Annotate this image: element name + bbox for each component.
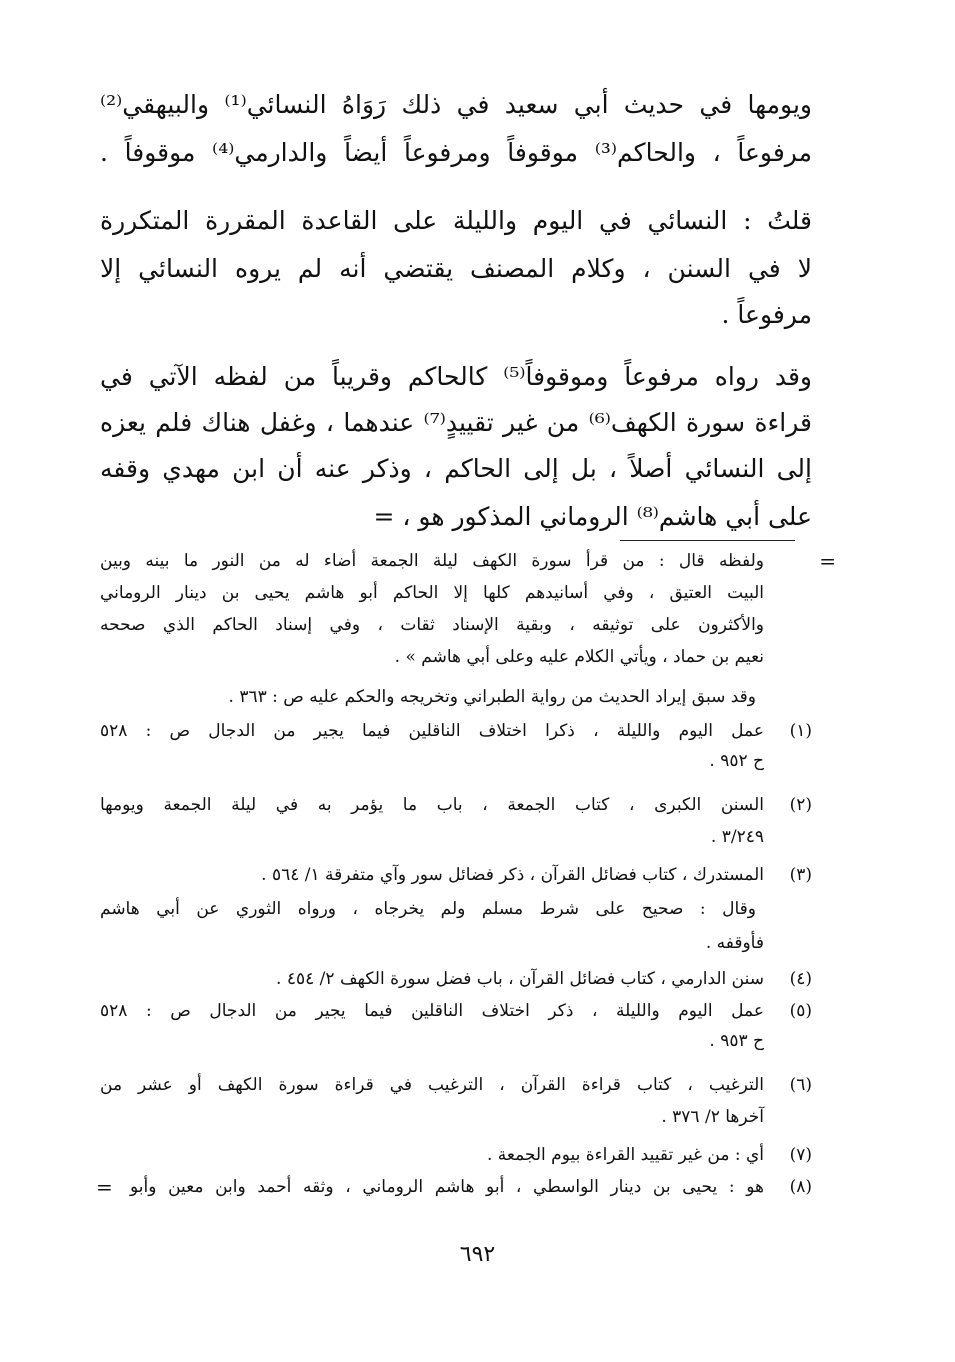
footnote-separator [620,540,795,541]
footnote-line: ح ٩٥٢ . [709,751,764,771]
footnote-line: هو : يحيى بن دينار الواسطي ، أبو هاشم الروماني ، وثقه أحمد وابن معين وأبو [130,1177,764,1197]
footnote-number: (٣) [789,865,812,885]
footnote-number: (٧) [789,1145,812,1165]
footnote-line: عمل اليوم والليلة ، ذكرا اختلاف الناقلين فيما يجير من الدجال ص : ٥٢٨ [100,721,764,741]
main-text-line: قراءة سورة الكهف⁽⁶⁾ من غير تقييدٍ⁽⁷⁾ عندهما ، وغفل هناك فلم يعزه [100,408,812,437]
footnotes [96,545,836,1215]
continuation-mark: = [96,1175,113,1199]
footnote-line: وقد سبق إيراد الحديث من رواية الطبراني وتخريجه والحكم عليه ص : ٣٦٣ . [228,687,756,707]
footnote-number: (٤) [789,969,812,989]
footnote-line: سنن الدارمي ، كتاب فضائل القرآن ، باب فضل سورة الكهف ٢/ ٤٥٤ . [276,969,764,989]
footnote-number: (١) [789,721,812,741]
main-text-line: لا في السنن ، وكلام المصنف يقتضي أنه لم يروه النسائي إلا [100,254,812,283]
main-text-line: مرفوعاً ، والحاكم⁽³⁾ موقوفاً ومرفوعاً أيضاً والدارمي⁽⁴⁾ موقوفاً . [100,138,812,167]
footnote-number: (٦) [789,1075,812,1095]
footnote-line: فأوقفه . [705,933,764,953]
footnote-number: (٥) [789,1001,812,1021]
footnote-line: والأكثرون على توثيقه ، وبقية الإسناد ثقات ، وفي إسناد الحاكم الذي صححه [100,615,764,635]
footnote-line: المستدرك ، كتاب فضائل القرآن ، ذكر فضائل سور وآي متفرقة ١/ ٥٦٤ . [261,865,764,885]
main-text-line: إلى النسائي أصلاً ، بل إلى الحاكم ، وذكر عنه أن ابن مهدي وقفه [100,454,812,483]
main-text-line: مرفوعاً . [721,300,812,329]
main-text-line: ويومها في حديث أبي سعيد في ذلك رَوَاهُ النسائي⁽¹⁾ والبيهقي⁽²⁾ [100,90,812,119]
footnote-number: (٨) [789,1177,812,1197]
main-text [100,80,812,540]
footnote-line: ولفظه قال : من قرأ سورة الكهف ليلة الجمعة أضاء له من النور ما بينه وبين [100,551,764,571]
footnote-line: السنن الكبرى ، كتاب الجمعة ، باب ما يؤمر به في ليلة الجمعة ويومها [100,795,764,815]
main-text-line: وقد رواه مرفوعاً وموقوفاً⁽⁵⁾ كالحاكم وقريباً من لفظه الآتي في [100,362,812,391]
footnote-line: ح ٩٥٣ . [709,1031,764,1051]
footnote-line: ٣/٢٤٩ . [710,827,764,847]
footnote-line: نعيم بن حماد ، ويأتي الكلام عليه وعلى أبي هاشم » . [394,647,764,667]
footnote-number: (٢) [789,795,812,815]
page-number: ٦٩٢ [459,1242,496,1267]
footnote-line: عمل اليوم والليلة ، ذكر اختلاف الناقلين فيما يجير من الدجال ص : ٥٢٨ [100,1001,764,1021]
footnote-line: وقال : صحيح على شرط مسلم ولم يخرجاه ، ورواه الثوري عن أبي هاشم [100,899,756,919]
main-text-line: على أبي هاشم⁽⁸⁾ الروماني المذكور هو ، = [373,502,812,531]
footnote-line: الترغيب ، كتاب قراءة القرآن ، الترغيب في قراءة سورة الكهف أو عشر من [100,1075,764,1095]
footnote-line: أي : من غير تقييد القراءة بيوم الجمعة . [486,1145,764,1165]
continuation-mark: = [819,549,836,573]
main-text-line: قلتُ : النسائي في اليوم والليلة على القاعدة المقررة المتكررة [100,206,812,235]
footnote-line: البيت العتيق ، وفي أسانيدهم كلها إلا الحاكم أبو هاشم يحيى بن دينار الروماني [100,583,764,603]
footnote-line: آخرها ٢/ ٣٧٦ . [661,1107,764,1127]
